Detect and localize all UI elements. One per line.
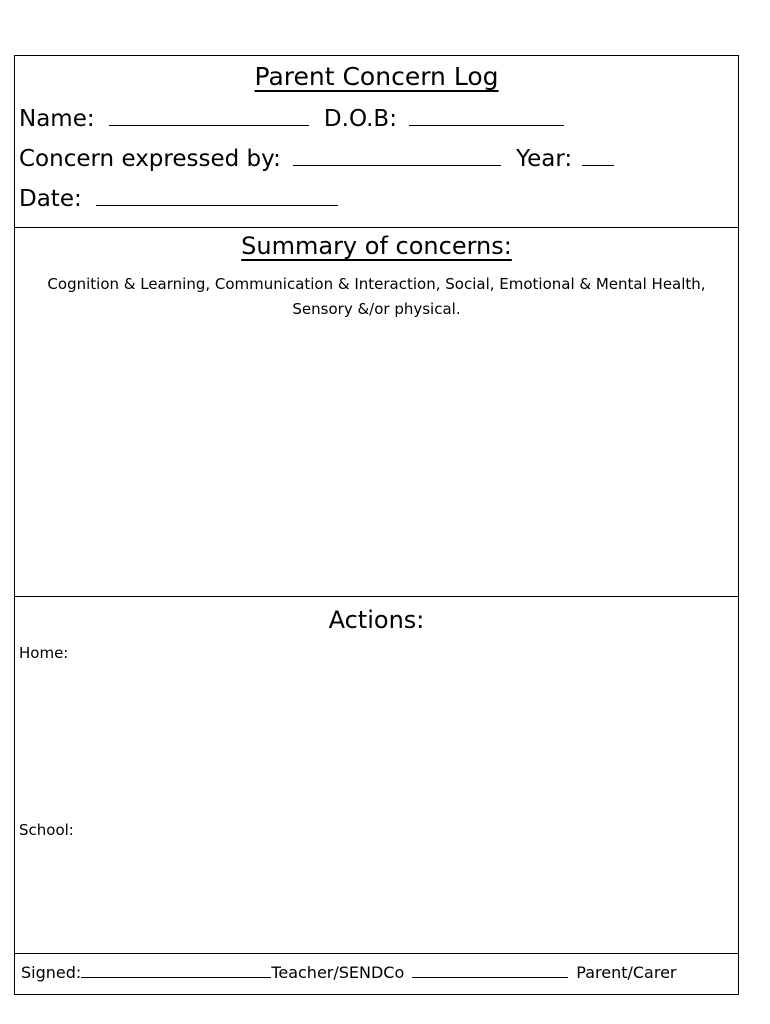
parent-signature-field[interactable] — [412, 963, 568, 978]
home-writing-area[interactable] — [19, 667, 734, 817]
actions-section — [15, 597, 738, 954]
date-field[interactable] — [96, 183, 338, 206]
summary-description: Cognition & Learning, Communication & Interaction, Social, Emotional & Mental Health, Sensory &/or physical. — [47, 275, 706, 318]
concern-expressed-by-field[interactable] — [293, 143, 501, 166]
concern-year-row — [19, 143, 614, 172]
form-title: Parent Concern Log — [254, 62, 499, 91]
home-label: Home: — [19, 644, 69, 662]
year-label: Year: — [516, 146, 573, 172]
summary-heading: Summary of concerns: — [241, 232, 512, 260]
school-writing-area[interactable] — [19, 845, 734, 949]
parent-carer-label: Parent/Carer — [576, 963, 677, 982]
name-dob-row — [19, 103, 564, 132]
signature-section — [15, 954, 738, 995]
teacher-signature-field[interactable] — [81, 963, 271, 978]
school-label: School: — [19, 821, 74, 839]
signed-label: Signed: — [21, 963, 82, 982]
name-field[interactable] — [109, 103, 309, 126]
date-row — [19, 183, 338, 212]
header-section — [15, 56, 738, 228]
date-label: Date: — [19, 186, 82, 212]
dob-label: D.O.B: — [323, 106, 397, 132]
summary-writing-area[interactable] — [19, 328, 734, 592]
signature-row — [21, 963, 677, 982]
teacher-sendco-label: Teacher/SENDCo — [271, 963, 405, 982]
name-label: Name: — [19, 106, 95, 132]
year-field[interactable] — [582, 143, 614, 166]
concern-log-form — [14, 55, 739, 995]
concern-expressed-by-label: Concern expressed by: — [19, 146, 281, 172]
actions-heading: Actions: — [328, 606, 425, 634]
dob-field[interactable] — [409, 103, 564, 126]
summary-section — [15, 228, 738, 597]
